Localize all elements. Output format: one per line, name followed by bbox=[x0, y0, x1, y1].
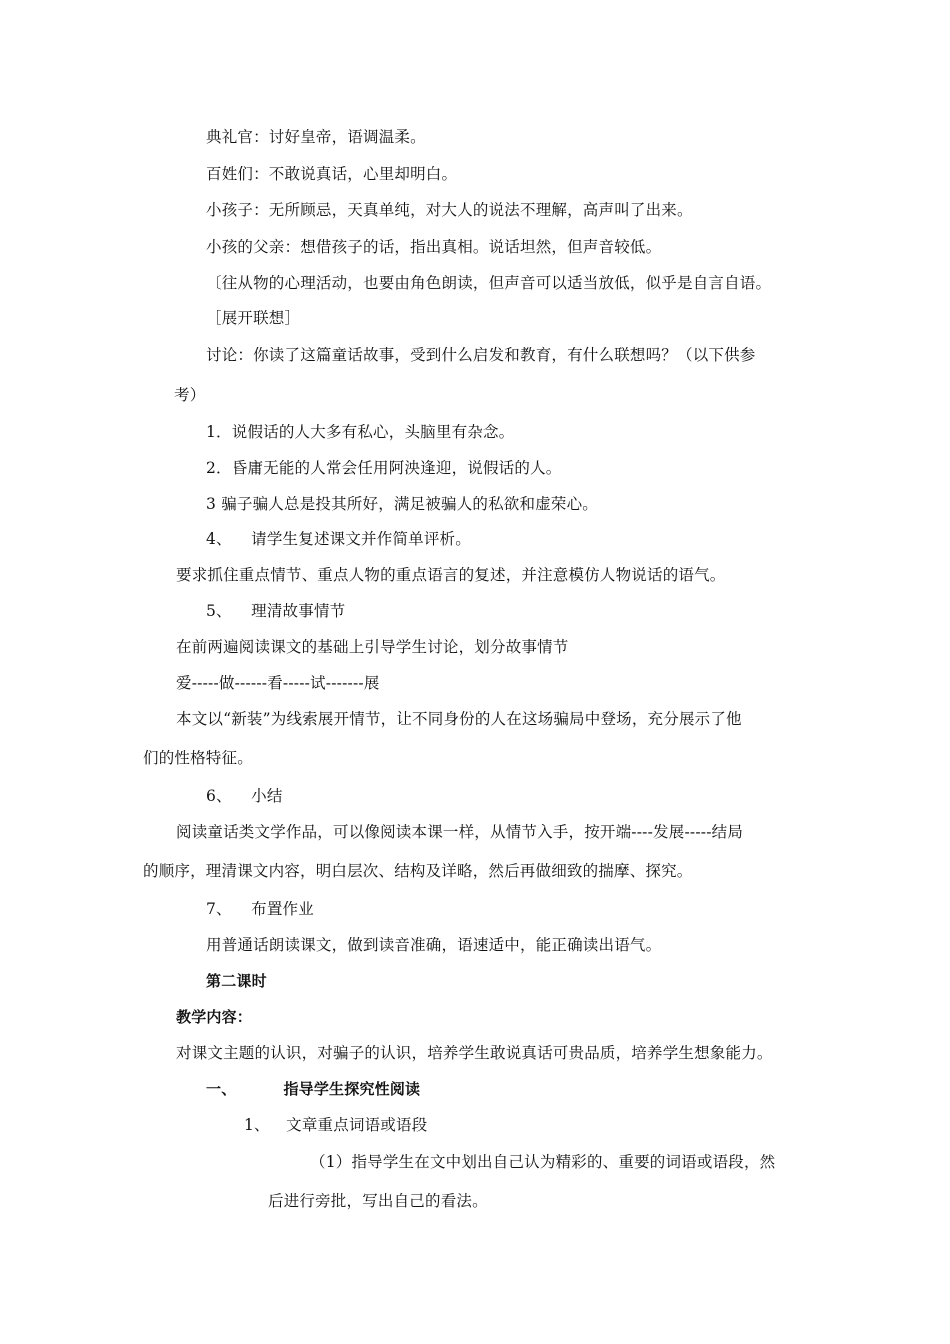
section-heading bbox=[206, 1079, 420, 1099]
numbered-item bbox=[206, 529, 471, 549]
paragraph-line: 小孩子：无所顾忌，天真单纯，对大人的说法不理解，高声叫了出来。 bbox=[206, 201, 693, 219]
paragraph-line: 小孩的父亲：想借孩子的话，指出真相。说话坦然，但声音较低。 bbox=[206, 238, 662, 256]
content-heading: 教学内容： bbox=[176, 1008, 253, 1026]
paragraph-line: 本文以“新装”为线索展开情节，让不同身份的人在这场骗局中登场，充分展示了他 bbox=[176, 710, 742, 728]
item-text: 指导学生探究性阅读 bbox=[283, 1080, 421, 1098]
item-text: 布置作业 bbox=[251, 900, 314, 918]
item-text: 请学生复述课文并作简单评析。 bbox=[251, 530, 471, 548]
item-number: 5、 bbox=[206, 602, 232, 620]
paragraph-line: 典礼官：讨好皇帝，语调温柔。 bbox=[206, 128, 426, 146]
item-number: 4、 bbox=[206, 530, 232, 548]
paragraph-line: 讨论：你读了这篇童话故事，受到什么启发和教育，有什么联想吗？（以下供参 bbox=[206, 346, 756, 364]
list-item: 3 骗子骗人总是投其所好，满足被骗人的私欲和虚荣心。 bbox=[206, 495, 598, 513]
lesson-heading: 第二课时 bbox=[206, 972, 267, 990]
paragraph-line: 爱-----做------看-----试-------展 bbox=[176, 674, 380, 692]
numbered-item bbox=[244, 1115, 427, 1135]
item-text: 文章重点词语或语段 bbox=[286, 1116, 428, 1134]
numbered-item bbox=[206, 786, 283, 806]
list-item: 1．说假话的人大多有私心，头脑里有杂念。 bbox=[206, 423, 515, 441]
list-item: 2．昏庸无能的人常会任用阿泱逢迎，说假话的人。 bbox=[206, 459, 562, 477]
item-number: 一、 bbox=[206, 1080, 237, 1098]
numbered-item bbox=[206, 601, 345, 621]
paragraph-line: 考） bbox=[174, 386, 206, 404]
paragraph-line: 们的性格特征。 bbox=[143, 749, 253, 767]
item-number: 1、 bbox=[244, 1116, 270, 1134]
item-number: 7、 bbox=[206, 900, 232, 918]
paragraph-line: 用普通话朗读课文，做到读音准确，语速适中，能正确读出语气。 bbox=[206, 936, 662, 954]
section-heading: ［展开联想］ bbox=[206, 309, 301, 327]
item-text: 小结 bbox=[251, 787, 283, 805]
paragraph-line: 百姓们：不敢说真话，心里却明白。 bbox=[206, 165, 458, 183]
paragraph-line: 对课文主题的认识，对骗子的认识，培养学生敢说真话可贵品质，培养学生想象能力。 bbox=[176, 1044, 773, 1062]
paragraph-line: 〔往从物的心理活动，也要由角色朗读，但声音可以适当放低，似乎是自言自语。 bbox=[206, 274, 772, 292]
paragraph-line: （1）指导学生在文中划出自己认为精彩的、重要的词语或语段，然 bbox=[310, 1153, 776, 1171]
paragraph-line: 在前两遍阅读课文的基础上引导学生讨论，划分故事情节 bbox=[176, 638, 569, 656]
item-text: 理清故事情节 bbox=[251, 602, 346, 620]
paragraph-line: 阅读童话类文学作品，可以像阅读本课一样，从情节入手，按开端----发展-----结局 bbox=[176, 823, 744, 841]
numbered-item bbox=[206, 899, 314, 919]
item-number: 6、 bbox=[206, 787, 232, 805]
paragraph-line: 后进行旁批，写出自己的看法。 bbox=[268, 1192, 488, 1210]
paragraph-line: 要求抓住重点情节、重点人物的重点语言的复述，并注意模仿人物说话的语气。 bbox=[176, 566, 726, 584]
paragraph-line: 的顺序，理清课文内容，明白层次、结构及详略，然后再做细致的揣摩、探究。 bbox=[143, 862, 693, 880]
